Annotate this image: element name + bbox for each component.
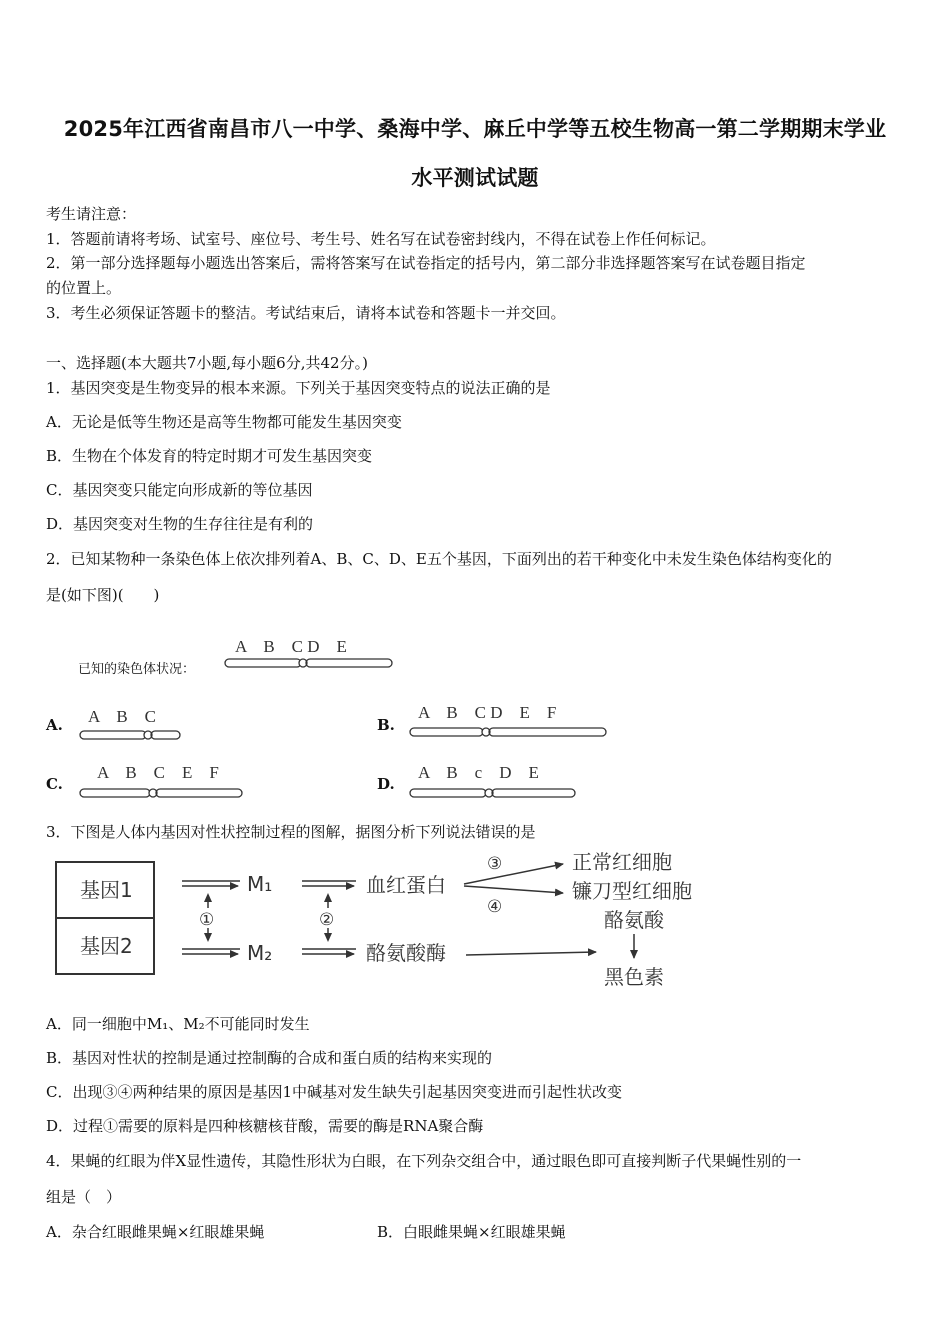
arrow-enzyme-to-melanin (466, 952, 596, 955)
step-4-label: ④ (487, 897, 503, 917)
q2-option-c-letter: C. (46, 775, 63, 793)
step-2-label: ② (319, 910, 335, 930)
q2-option-d-genes: A B c D E (418, 763, 539, 782)
q2-option-b-genes: A B C D E F (418, 703, 557, 722)
q1-option-d: D．基因突变对生物的生存往往是有利的 (46, 515, 314, 533)
q1-stem: 1．基因突变是生物变异的根本来源。下列关于基因突变特点的说法正确的是 (46, 379, 551, 397)
q4-stem-line1: 4．果蝇的红眼为伴X显性遗传，其隐性形状为白眼，在下列杂交组合中，通过眼色即可直接判断子代果蝇性别的一 (46, 1152, 802, 1170)
arrow-to-sickle-rbc (464, 886, 563, 893)
step-3-label: ③ (487, 854, 503, 874)
step-1-label: ① (199, 910, 215, 930)
q4-stem-line2: 组是（ ） (46, 1188, 122, 1206)
m1-label: M₁ (247, 872, 273, 896)
q2-option-a-letter: A. (46, 716, 63, 734)
tyrosine-label: 酪氨酸 (604, 908, 664, 932)
q2-known-genes: A B C D E (235, 637, 347, 656)
q3-stem: 3．下图是人体内基因对性状控制过程的图解，据图分析下列说法错误的是 (46, 823, 536, 841)
q2-option-b-letter: B. (377, 716, 395, 734)
arrow-head-up (324, 893, 332, 902)
arrow-to-normal-rbc (464, 864, 563, 884)
notice-item-3: 3．考生必须保证答题卡的整洁。考试结束后，请将本试卷和答题卡一并交回。 (46, 304, 566, 322)
q3-option-d: D．过程①需要的原料是四种核糖核苷酸，需要的酶是RNA聚合酶 (46, 1117, 484, 1135)
q1-option-b: B．生物在个体发育的特定时期才可发生基因突变 (46, 447, 373, 465)
q3-option-a: A．同一细胞中M₁、M₂不可能同时发生 (46, 1015, 310, 1033)
arrow-head-up (204, 893, 212, 902)
arrow-head-down (324, 933, 332, 942)
sickle-rbc-label: 镰刀型红细胞 (572, 879, 692, 903)
hemoglobin-label: 血红蛋白 (366, 873, 446, 897)
normal-rbc-label: 正常红细胞 (572, 850, 672, 874)
q2-stem-line2: 是(如下图)( ) (46, 586, 160, 604)
q2-option-c-genes: A B C E F (97, 763, 219, 782)
notice-heading: 考生请注意： (46, 205, 137, 223)
q4-option-a: A．杂合红眼雌果蝇×红眼雄果蝇 (46, 1223, 265, 1241)
q2-known-label: 已知的染色体状况： (78, 662, 196, 677)
m2-label: M₂ (247, 941, 273, 965)
gene1-label: 基因1 (80, 878, 133, 902)
q2-option-a-genes: A B C (88, 707, 157, 726)
exam-title-line1: 2025年江西省南昌市八一中学、桑海中学、麻丘中学等五校生物高一第二学期期末学业 (63, 117, 887, 141)
notice-item-2: 2．第一部分选择题每小题选出答案后，需将答案写在试卷指定的括号内，第二部分非选择题答案写在试卷题目指定 (46, 254, 806, 272)
notice-item-1: 1．答题前请将考场、试室号、座位号、考生号、姓名写在试卷密封线内，不得在试卷上作任何标记。 (46, 230, 716, 248)
q4-option-b: B．白眼雌果蝇×红眼雄果蝇 (377, 1223, 566, 1241)
q2-stem-line1: 2．已知某物种一条染色体上依次排列着A、B、C、D、E五个基因，下面列出的若干种变化中未发生染色体结构变化的 (46, 550, 832, 568)
section-header: 一、选择题(本大题共7小题,每小题6分,共42分。) (46, 354, 368, 372)
exam-title-line2: 水平测试试题 (411, 166, 539, 190)
notice-item-2-cont: 的位置上。 (46, 279, 122, 297)
q1-option-c: C．基因突变只能定向形成新的等位基因 (46, 481, 313, 499)
tyrosinase-label: 酪氨酸酶 (366, 941, 446, 965)
q1-option-a: A．无论是低等生物还是高等生物都可能发生基因突变 (46, 413, 402, 431)
gene2-label: 基因2 (80, 934, 133, 958)
q2-option-d-letter: D. (377, 775, 395, 793)
q3-option-b: B．基因对性状的控制是通过控制酶的合成和蛋白质的结构来实现的 (46, 1049, 493, 1067)
melanin-label: 黑色素 (604, 965, 664, 989)
arrow-head-down (204, 933, 212, 942)
q3-option-c: C．出现③④两种结果的原因是基因1中碱基对发生缺失引起基因突变进而引起性状改变 (46, 1083, 623, 1101)
